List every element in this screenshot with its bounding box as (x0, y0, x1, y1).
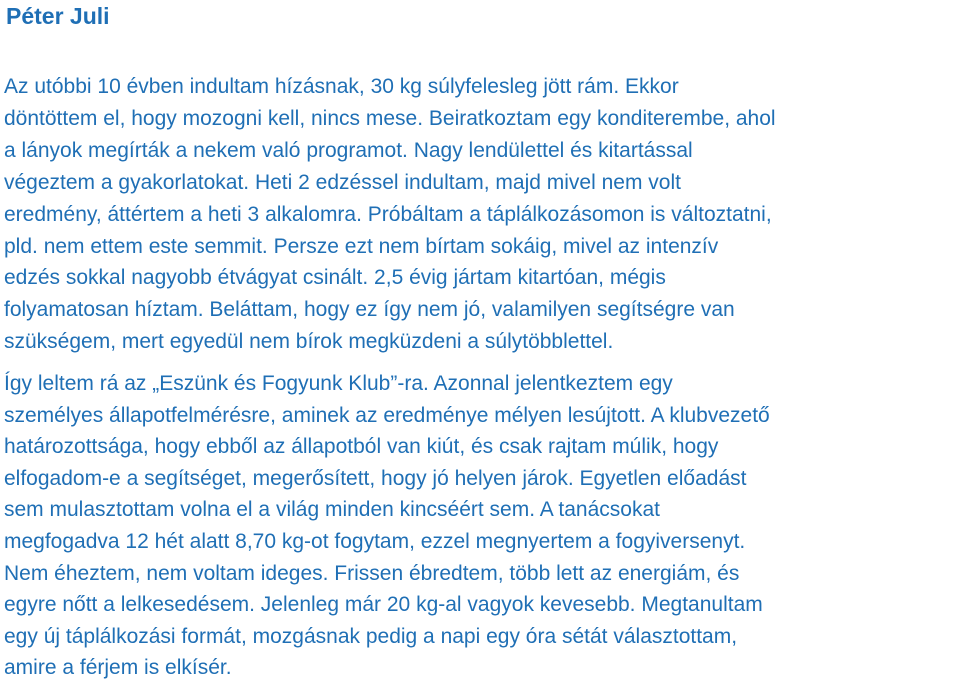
text-line: határozottsága, hogy ebből az állapotból van kiút, és csak rajtam múlik, hogy (4, 435, 719, 459)
text-line: egyre nőtt a lelkesedésem. Jelenleg már 20 kg-al vagyok kevesebb. Megtanultam (4, 593, 763, 617)
paragraph-1 (4, 71, 958, 358)
text-line: eredmény, áttértem a heti 3 alkalomra. Próbáltam a táplálkozásomon is változtatni, (4, 202, 772, 226)
text-line: Az utóbbi 10 évben indultam hízásnak, 30 kg súlyfelesleg jött rám. Ekkor (4, 75, 679, 98)
page-title: Péter Juli (6, 3, 110, 29)
text-line: amire a férjem is elkísér. (4, 656, 232, 680)
text-line: szükségem, mert egyedül nem bírok megküzdeni a súlytöbblettel. (4, 330, 614, 354)
paragraph-2 (4, 368, 958, 684)
text-line: pld. nem ettem este semmit. Persze ezt nem bírtam sokáig, mivel az intenzív (4, 234, 719, 258)
text-line: egy új táplálkozási formát, mozgásnak pedig a napi egy óra sétát választottam, (4, 624, 738, 648)
text-line: végeztem a gyakorlatokat. Heti 2 edzéssel indultam, majd mivel nem volt (4, 170, 681, 194)
text-line: elfogadom-e a segítséget, megerősített, hogy jó helyen járok. Egyetlen előadást (4, 466, 747, 490)
text-line: Így leltem rá az „Eszünk és Fogyunk Klub”-ra. Azonnal jelentkeztem egy (4, 372, 673, 395)
text-line: Nem éheztem, nem voltam ideges. Frissen ébredtem, több lett az energiám, és (4, 561, 740, 585)
text-line: folyamatosan híztam. Beláttam, hogy ez így nem jó, valamilyen segítségre van (4, 298, 735, 322)
text-line: személyes állapotfelmérésre, aminek az eredménye mélyen lesújtott. A klubvezető (4, 403, 770, 427)
text-line: sem mulasztottam volna el a világ minden kincséért sem. A tanácsokat (4, 498, 660, 522)
text-line: megfogadva 12 hét alatt 8,70 kg-ot fogytam, ezzel megnyertem a fogyiversenyt. (4, 529, 746, 553)
text-line: a lányok megírták a nekem való programot. Nagy lendülettel és kitartással (4, 138, 693, 162)
text-line: döntöttem el, hogy mozogni kell, nincs mese. Beiratkoztam egy konditerembe, ahol (4, 106, 776, 130)
text-line: edzés sokkal nagyobb étvágyat csinált. 2,5 évig jártam kitartóan, mégis (4, 266, 666, 290)
